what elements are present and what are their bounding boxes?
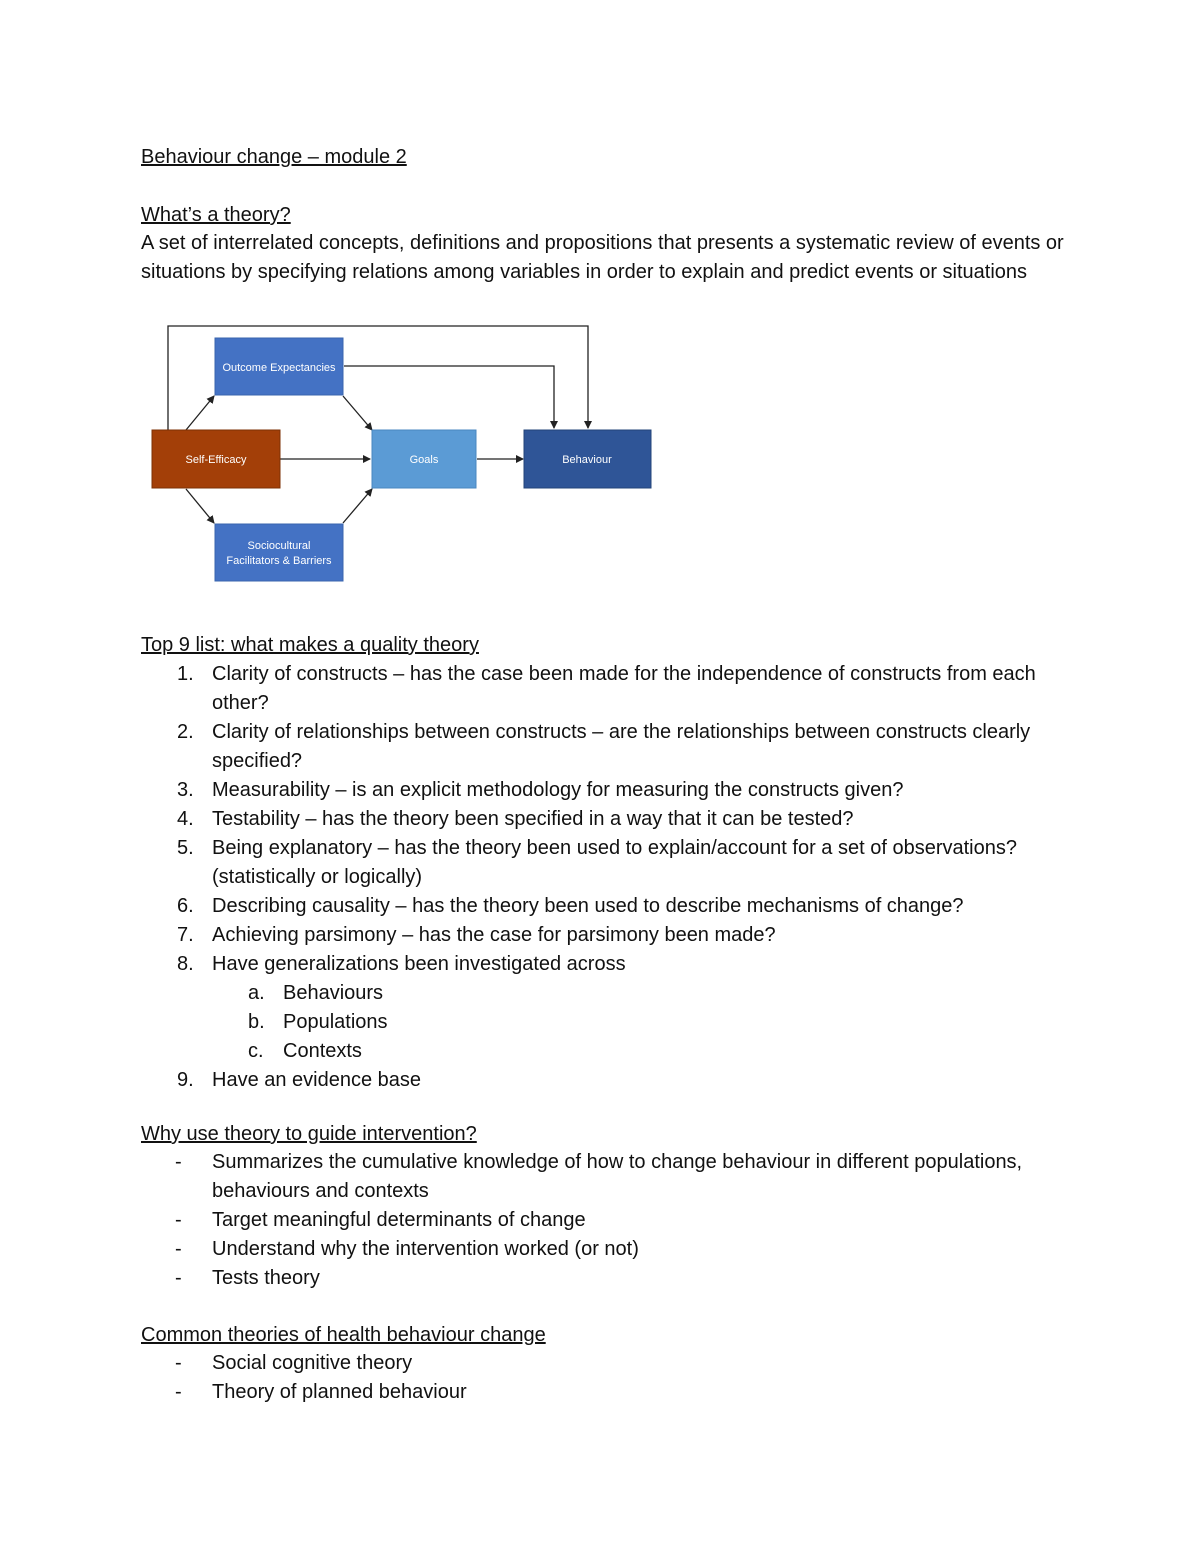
sublist-item (212, 979, 1071, 1008)
node-self-efficacy-label: Self-Efficacy (185, 454, 247, 466)
list-item (141, 950, 1071, 1066)
generalization-sublist (212, 979, 1071, 1066)
list-item (141, 834, 1071, 892)
sublist-item-text: Contexts (283, 1040, 362, 1062)
list-number: 4. (177, 808, 194, 830)
list-item-text: Clarity of relationships between constructs – are the relationships between constructs clearly specified? (212, 721, 1031, 772)
why-heading: Why use theory to guide intervention? (141, 1123, 477, 1145)
dash-bullet: - (175, 1267, 182, 1289)
list-number: 1. (177, 663, 194, 685)
list-item-text: Achieving parsimony – has the case for parsimony been made? (212, 924, 776, 946)
sublist-item-text: Behaviours (283, 982, 384, 1004)
sublist-letter: a. (248, 982, 265, 1004)
edge-self-efficacy-to-sociocultural (186, 489, 214, 523)
list-item-text: Target meaningful determinants of change (212, 1209, 586, 1231)
node-outcome-label: Outcome Expectancies (222, 362, 336, 374)
node-behaviour (524, 430, 651, 488)
quality-list (141, 660, 1071, 1095)
quality-heading: Top 9 list: what makes a quality theory (141, 634, 479, 656)
common-list (141, 1349, 1071, 1407)
list-item-text: Summarizes the cumulative knowledge of how to change behaviour in different populations, behaviours and contexts (212, 1151, 1023, 1202)
list-number: 2. (177, 721, 194, 743)
sublist-item (212, 1037, 1071, 1066)
dash-bullet: - (175, 1238, 182, 1260)
node-sociocultural-label-line2: Facilitators & Barriers (226, 555, 332, 567)
list-item-text: Social cognitive theory (212, 1352, 413, 1374)
list-number: 8. (177, 953, 194, 975)
theory-heading: What’s a theory? (141, 204, 291, 226)
document-title: Behaviour change – module 2 (141, 146, 407, 168)
list-item (141, 1066, 1071, 1095)
dash-bullet: - (175, 1151, 182, 1173)
list-item (141, 660, 1071, 718)
list-item-text: Describing causality – has the theory been used to describe mechanisms of change? (212, 895, 964, 917)
list-item (141, 921, 1071, 950)
node-self-efficacy (152, 430, 280, 488)
list-number: 3. (177, 779, 194, 801)
list-item (141, 1378, 1071, 1407)
list-item-text: Being explanatory – has the theory been used to explain/account for a set of observations? (statistically or logically) (212, 837, 1017, 888)
list-item (141, 1264, 1071, 1293)
list-number: 7. (177, 924, 194, 946)
node-goals (372, 430, 476, 488)
list-item (141, 718, 1071, 776)
list-item-text: Clarity of constructs – has the case been made for the independence of constructs from each other? (212, 663, 1036, 714)
list-item (141, 776, 1071, 805)
dash-bullet: - (175, 1352, 182, 1374)
common-heading: Common theories of health behaviour change (141, 1324, 546, 1346)
list-item-text: Theory of planned behaviour (212, 1381, 467, 1403)
sublist-letter: c. (248, 1040, 264, 1062)
dash-bullet: - (175, 1209, 182, 1231)
list-item (141, 805, 1071, 834)
node-outcome-expectancies (215, 338, 343, 395)
sublist-item-text: Populations (283, 1011, 388, 1033)
list-item-text: Have an evidence base (212, 1069, 422, 1091)
list-item (141, 1206, 1071, 1235)
edge-outcome-to-behaviour (344, 366, 554, 428)
list-item (141, 892, 1071, 921)
node-behaviour-label: Behaviour (562, 454, 612, 466)
list-number: 5. (177, 837, 194, 859)
list-item-text: Tests theory (212, 1267, 320, 1289)
list-item (141, 1148, 1071, 1206)
sublist-item (212, 1008, 1071, 1037)
node-goals-label: Goals (409, 454, 439, 466)
list-item (141, 1235, 1071, 1264)
list-item-text: Understand why the intervention worked (or not) (212, 1238, 639, 1260)
edge-self-efficacy-to-outcome (186, 396, 214, 430)
list-item-text: Measurability – is an explicit methodology for measuring the constructs given? (212, 779, 904, 801)
why-list (141, 1148, 1071, 1293)
list-number: 9. (177, 1069, 194, 1091)
theory-definition-text: A set of interrelated concepts, definitions and propositions that presents a systematic review of events or situations by specifying relations among variables in order to explain and predict events or situations (141, 232, 1064, 283)
list-item-text: Testability – has the theory been specified in a way that it can be tested? (212, 808, 854, 830)
list-item (141, 1349, 1071, 1378)
list-item-text: Have generalizations been investigated across (212, 953, 626, 975)
edge-outcome-to-goals (343, 396, 372, 430)
list-number: 6. (177, 895, 194, 917)
edge-sociocultural-to-goals (343, 489, 372, 523)
node-sociocultural (215, 524, 343, 581)
dash-bullet: - (175, 1381, 182, 1403)
sublist-letter: b. (248, 1011, 265, 1033)
theory-diagram (0, 0, 1200, 600)
node-sociocultural-label-line1: Sociocultural (247, 540, 311, 552)
